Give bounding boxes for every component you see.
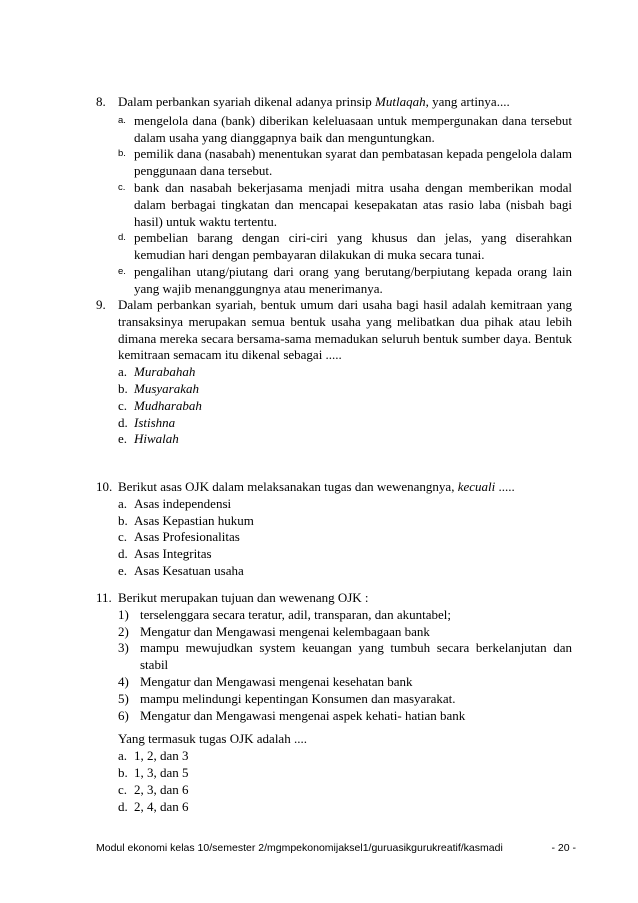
question-10 bbox=[96, 479, 572, 580]
option-list bbox=[118, 748, 572, 815]
option: d. pembelian barang dengan ciri-ciri yang khusus dan jelas, yang diserahkan kemudian hari dengan pembayaran dilakukan di muka secara tunai. bbox=[118, 230, 572, 263]
option: c. bank dan nasabah bekerjasama menjadi mitra usaha dengan memberikan modal dalam berbagai tingkatan dan mencapai kesepakatan atas rasio laba (nisbah bagi hasil) untuk waktu tertentu. bbox=[118, 179, 572, 229]
question-stem: Dalam perbankan syariah, bentuk umum dari usaha bagi hasil adalah kemitraan yang transaksinya merupakan semua bentuk usaha yang melibatkan dua pihak atau lebih dimana mereka secara bersama-sama memadukan seluruh bentuk sumber daya. Bentuk kemitraan semacam itu dikenal sebagai ..... bbox=[118, 297, 572, 363]
option: b. pemilik dana (nasabah) menentukan syarat dan pembatasan kepada pengelola dalam penggunaan dana tersebut. bbox=[118, 146, 572, 179]
footer-text: Modul ekonomi kelas 10/semester 2/mgmpekonomijaksel1/guruasikgurukreatif/kasmadi bbox=[96, 842, 503, 854]
question-stem: Berikut merupakan tujuan dan wewenang OJK : bbox=[118, 590, 369, 605]
question-number: 9. bbox=[96, 297, 106, 312]
question-9 bbox=[96, 297, 572, 448]
question-number: 10. bbox=[96, 479, 113, 494]
statement-item: 3) mampu mewujudkan system keuangan yang tumbuh secara berkelanjutan dan stabil bbox=[118, 640, 572, 673]
question-11 bbox=[96, 590, 572, 815]
question-number: 11. bbox=[96, 590, 112, 605]
option: d. Istishna bbox=[118, 414, 176, 430]
option: a. Murabahah bbox=[118, 364, 196, 380]
statement-item: 4) Mengatur dan Mengawasi mengenai kesehatan bank bbox=[118, 673, 413, 689]
statement-item: 5) mampu melindungi kepentingan Konsumen dan masyarakat. bbox=[118, 690, 456, 706]
page-footer bbox=[96, 842, 576, 854]
option-list bbox=[118, 113, 572, 298]
statement-item: 2) Mengatur dan Mengawasi mengenai kelembagaan bank bbox=[118, 623, 430, 639]
option: c. Asas Profesionalitas bbox=[118, 529, 240, 545]
option-list bbox=[118, 496, 572, 580]
question-number: 8. bbox=[96, 94, 106, 109]
option: c. Mudharabah bbox=[118, 397, 202, 413]
option: e. Hiwalah bbox=[118, 431, 179, 447]
option: d. Asas Integritas bbox=[118, 546, 212, 562]
option: a. mengelola dana (bank) diberikan keleluasaan untuk mempergunakan dana tersebut dalam usaha yang dianggapnya baik dan menguntungkan. bbox=[118, 112, 572, 145]
option: a. 1, 2, dan 3 bbox=[118, 748, 189, 764]
sub-question: Yang termasuk tugas OJK adalah .... bbox=[118, 731, 307, 747]
option: e. pengalihan utang/piutang dari orang yang berutang/berpiutang kepada orang lain yang wajib menanggungnya atau menerimanya. bbox=[118, 263, 572, 296]
option: b. Asas Kepastian hukum bbox=[118, 512, 254, 528]
option: a. Asas independensi bbox=[118, 495, 232, 511]
option: d. 2, 4, dan 6 bbox=[118, 798, 189, 814]
statement-list bbox=[118, 607, 572, 725]
question-stem: Dalam perbankan syariah dikenal adanya prinsip Mutlaqah, yang artinya.... bbox=[118, 94, 510, 109]
question-stem: Berikut asas OJK dalam melaksanakan tugas dan wewenangnya, kecuali ..... bbox=[118, 479, 515, 494]
option-list bbox=[118, 364, 572, 448]
option: b. 1, 3, dan 5 bbox=[118, 764, 189, 780]
page-number: - 20 - bbox=[551, 842, 576, 854]
question-8 bbox=[96, 94, 572, 298]
option: c. 2, 3, dan 6 bbox=[118, 781, 189, 797]
statement-item: 6) Mengatur dan Mengawasi mengenai aspek kehati- hatian bank bbox=[118, 707, 466, 723]
statement-item: 1) terselenggara secara teratur, adil, transparan, dan akuntabel; bbox=[118, 606, 451, 622]
option: e. Asas Kesatuan usaha bbox=[118, 562, 244, 578]
option: b. Musyarakah bbox=[118, 380, 199, 396]
